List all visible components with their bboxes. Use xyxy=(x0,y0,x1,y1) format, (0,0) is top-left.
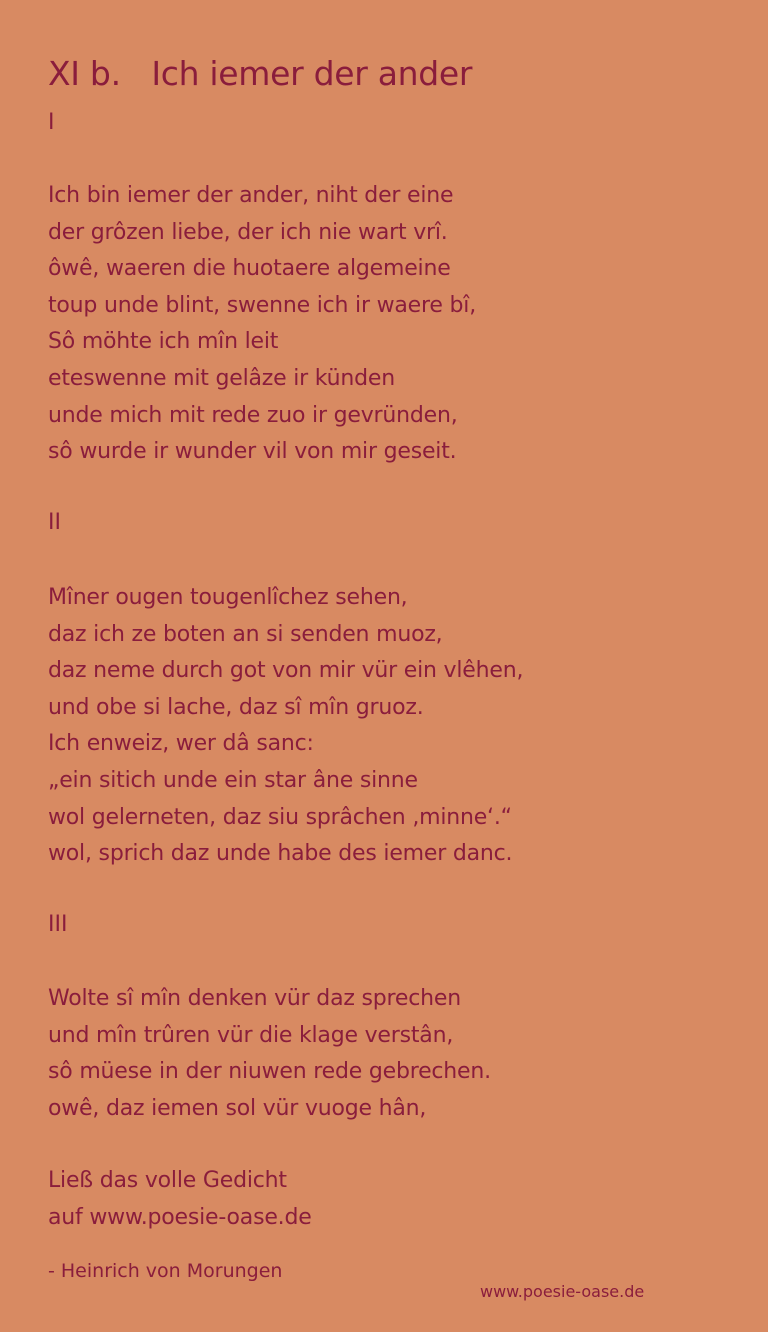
stanza-2 xyxy=(48,580,523,873)
verse-line: sô wurde ir wunder vil von mir geseit. xyxy=(48,439,457,465)
stanza-label-1: I xyxy=(48,110,55,135)
verse-line: eteswenne mit gelâze ir künden xyxy=(48,365,395,391)
verse-line: der grôzen liebe, der ich nie wart vrî. xyxy=(48,219,448,245)
poem-author: - Heinrich von Morungen xyxy=(48,1260,283,1282)
cta-line: auf www.poesie-oase.de xyxy=(48,1204,312,1230)
verse-line: Mîner ougen tougenlîchez sehen, xyxy=(48,585,408,610)
verse-line: wol, sprich daz unde habe des iemer danc. xyxy=(48,841,513,867)
verse-line: toup unde blint, swenne ich ir waere bî, xyxy=(48,292,476,318)
stanza-label-2: II xyxy=(48,510,61,535)
verse-line: unde mich mit rede zuo ir gevründen, xyxy=(48,402,458,428)
verse-line: „ein sitich unde ein star âne sinne xyxy=(48,767,418,793)
verse-line: ôwê, waeren die huotaere algemeine xyxy=(48,256,451,282)
verse-line: sô müese in der niuwen rede gebrechen. xyxy=(48,1059,491,1085)
stanza-3 xyxy=(48,981,491,1127)
verse-line: Sô möhte ich mîn leit xyxy=(48,329,279,355)
verse-line: und mîn trûren vür die klage verstân, xyxy=(48,1022,454,1048)
verse-line: daz ich ze boten an si senden muoz, xyxy=(48,621,443,647)
verse-line: Ich enweiz, wer dâ sanc: xyxy=(48,731,314,757)
verse-line: und obe si lache, daz sî mîn gruoz. xyxy=(48,694,424,720)
site-watermark: www.poesie-oase.de xyxy=(480,1282,645,1301)
stanza-1 xyxy=(48,178,476,471)
poem-title: XI b. Ich iemer der ander xyxy=(48,54,473,93)
verse-line: Ich bin iemer der ander, niht der eine xyxy=(48,183,454,208)
cta-line: Ließ das volle Gedicht xyxy=(48,1168,287,1193)
verse-line: owê, daz iemen sol vür vuoge hân, xyxy=(48,1095,427,1121)
verse-line: wol gelerneten, daz siu sprâchen ‚minne‘.“ xyxy=(48,804,512,830)
verse-line: Wolte sî mîn denken vür daz sprechen xyxy=(48,986,461,1011)
stanza-label-3: III xyxy=(48,912,68,937)
verse-line: daz neme durch got von mir vür ein vlêhen, xyxy=(48,658,524,684)
read-full-poem-note xyxy=(48,1163,312,1236)
